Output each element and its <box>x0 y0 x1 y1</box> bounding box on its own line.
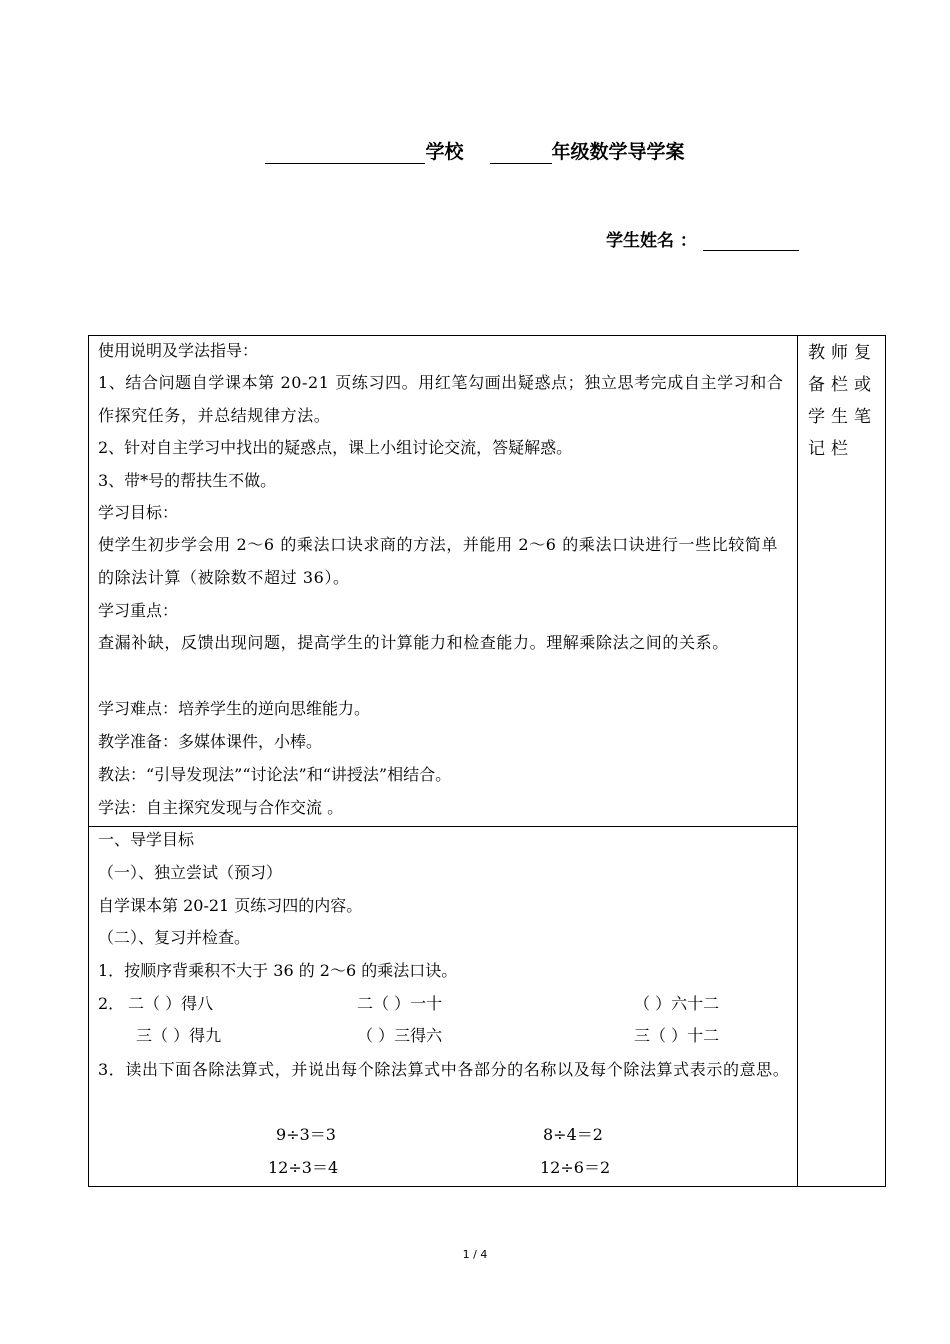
usage-title: 使用说明及学法指导： <box>98 341 259 360</box>
student-name-label: 学生姓名 ： <box>606 231 697 251</box>
fill-blank-item: 二（ ）一十 <box>357 994 443 1013</box>
sub-heading-1: （一）、独立尝试（预习） <box>98 863 283 882</box>
equation: 12÷6＝2 <box>540 1158 611 1177</box>
teaching-method: 教法：“引导发现法”“讨论法”和“讲授法”相结合。 <box>98 765 452 784</box>
grade-label: 年级数学导学案 <box>551 141 685 163</box>
fill-blank-item: （ ）三得六 <box>357 1026 443 1045</box>
usage-item-2: 2、针对自主学习中找出的疑惑点，课上小组讨论交流，答疑解惑。 <box>98 438 573 457</box>
equation: 9÷3＝3 <box>276 1125 336 1144</box>
student-name-field <box>606 226 799 251</box>
question-1: 1．按顺序背乘积不大于 36 的 2～6 的乘法口诀。 <box>98 961 458 980</box>
equation: 8÷4＝2 <box>543 1125 603 1144</box>
fill-blank-item: 三（ ）十二 <box>634 1026 720 1045</box>
student-name-blank <box>703 232 799 251</box>
key-text: 查漏补缺，反馈出现问题，提高学生的计算能力和检查能力。理解乘除法之间的关系。 <box>98 633 729 652</box>
section-title: 一、导学目标 <box>98 830 195 849</box>
page-title <box>0 137 950 164</box>
question-2-number: 2． <box>98 994 125 1013</box>
fill-blank-item: 三（ ）得九 <box>136 1026 222 1045</box>
row-divider <box>88 826 798 827</box>
sub-1-text: 自学课本第 20-21 页练习四的内容。 <box>98 896 363 915</box>
column-divider <box>797 335 798 1187</box>
page-number: 1 / 4 <box>462 1248 488 1261</box>
school-blank <box>265 143 425 164</box>
teacher-notes-column: 教师复备栏或学生笔记栏 <box>808 343 877 459</box>
equation: 12÷3＝4 <box>268 1158 339 1177</box>
fill-blank-item: （ ）六十二 <box>634 994 720 1013</box>
goal-text: 使学生初步学会用 2～6 的乘法口诀求商的方法，并能用 2～6 的乘法口诀进行一些比较简单的除法计算（被除数不超过 36）。 <box>98 535 779 587</box>
difficulty-text: 学习难点：培养学生的逆向思维能力。 <box>98 699 371 718</box>
goal-title: 学习目标： <box>98 503 179 522</box>
usage-item-3: 3、带*号的帮扶生不做。 <box>98 471 277 490</box>
question-3: 3．读出下面各除法算式，并说出每个除法算式中各部分的名称以及每个除法算式表示的意思。 <box>98 1060 790 1079</box>
sub-heading-2: （二）、复习并检查。 <box>98 928 251 947</box>
learning-method: 学法：自主探究发现与合作交流 。 <box>98 798 344 817</box>
prep-text: 教学准备：多媒体课件，小棒。 <box>98 732 323 751</box>
grade-blank <box>490 143 552 164</box>
usage-item-1: 1、结合问题自学课本第 20-21 页练习四。用红笔勾画出疑惑点；独立思考完成自主学习和合作探究任务，并总结规律方法。 <box>98 373 784 425</box>
fill-blank-item: 二（ ）得八 <box>128 994 214 1013</box>
key-title: 学习重点： <box>98 601 179 620</box>
school-label: 学校 <box>425 141 464 163</box>
